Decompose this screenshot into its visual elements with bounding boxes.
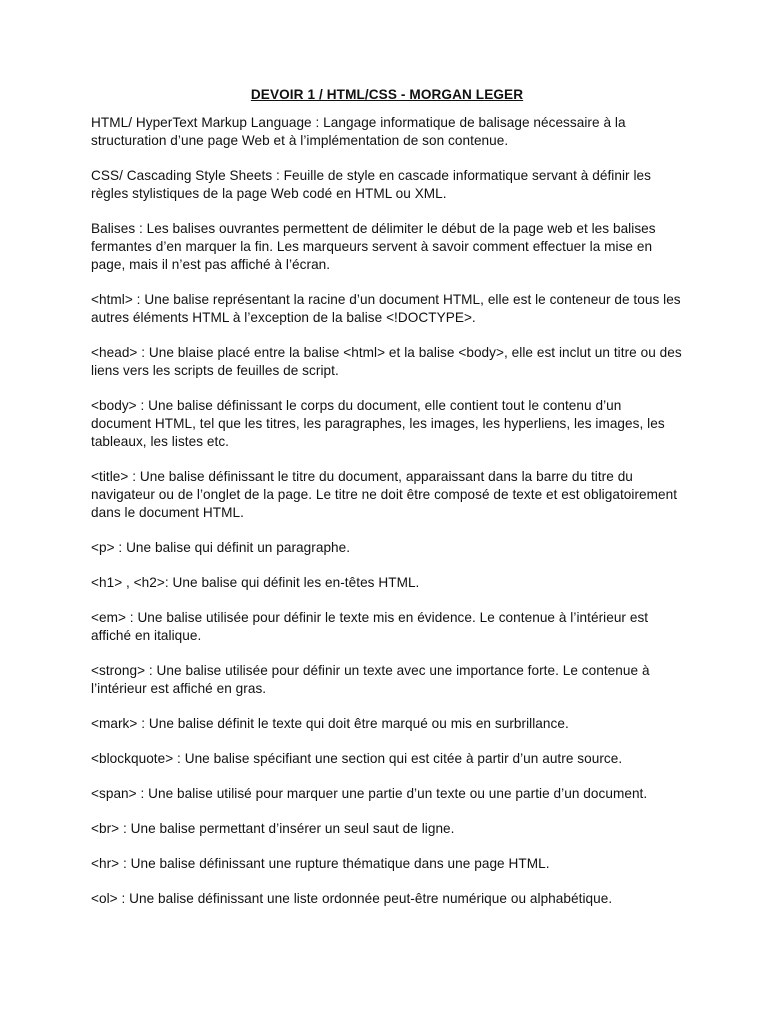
paragraph-html-definition: HTML/ HyperText Markup Language : Langage informatique de balisage nécessaire à la structuration d’une page Web et à l’implémentation de son contenue.	[91, 115, 626, 148]
document-body	[91, 86, 683, 925]
paragraph-tag-br: <br> : Une balise permettant d’insérer un seul saut de ligne.	[91, 821, 455, 836]
paragraph-tag-h1-h2: <h1> , <h2>: Une balise qui définit les en-têtes HTML.	[91, 575, 420, 590]
paragraph-css-definition: CSS/ Cascading Style Sheets : Feuille de style en cascade informatique servant à définir les règles stylistiques de la page Web codé en HTML ou XML.	[91, 168, 651, 201]
paragraph-tag-body: <body> : Une balise définissant le corps du document, elle contient tout le contenu d’un document HTML, tel que les titres, les paragraphes, les images, les hyperliens, les images, les tableaux, les listes etc.	[91, 398, 665, 449]
paragraph-tag-head: <head> : Une blaise placé entre la balise <html> et la balise <body>, elle est inclut un titre ou des liens vers les scripts de feuilles de script.	[91, 345, 682, 378]
paragraph-tag-blockquote: <blockquote> : Une balise spécifiant une section qui est citée à partir d’un autre source.	[91, 751, 623, 766]
paragraph-tag-title: <title> : Une balise définissant le titre du document, apparaissant dans la barre du titre du navigateur ou de l’onglet de la page. Le titre ne doit être composé de texte et est obligatoirement dans le document HTML.	[91, 469, 678, 520]
paragraph-tag-em: <em> : Une balise utilisée pour définir le texte mis en évidence. Le contenue à l’intérieur est affiché en italique.	[91, 610, 649, 643]
paragraph-tag-hr: <hr> : Une balise définissant une rupture thématique dans une page HTML.	[91, 856, 550, 871]
paragraph-tag-strong: <strong> : Une balise utilisée pour définir un texte avec une importance forte. Le contenue à l’intérieur est affiché en gras.	[91, 663, 650, 696]
paragraph-tag-mark: <mark> : Une balise définit le texte qui doit être marqué ou mis en surbrillance.	[91, 716, 569, 731]
paragraph-tag-html: <html> : Une balise représentant la racine d’un document HTML, elle est le conteneur de tous les autres éléments HTML à l’exception de la balise <!DOCTYPE>.	[91, 292, 681, 325]
paragraph-tag-span: <span> : Une balise utilisé pour marquer une partie d’un texte ou une partie d’un document.	[91, 786, 648, 801]
paragraph-balises: Balises : Les balises ouvrantes permettent de délimiter le début de la page web et les balises fermantes d’en marquer la fin. Les marqueurs servent à savoir comment effectuer la mise en page, mais il n’est pas affiché à l’écran.	[91, 221, 656, 272]
paragraph-tag-ol: <ol> : Une balise définissant une liste ordonnée peut-être numérique ou alphabétique.	[91, 891, 613, 906]
paragraph-tag-p: <p> : Une balise qui définit un paragraphe.	[91, 540, 351, 555]
document-title: DEVOIR 1 / HTML/CSS - MORGAN LEGER	[250, 87, 524, 102]
